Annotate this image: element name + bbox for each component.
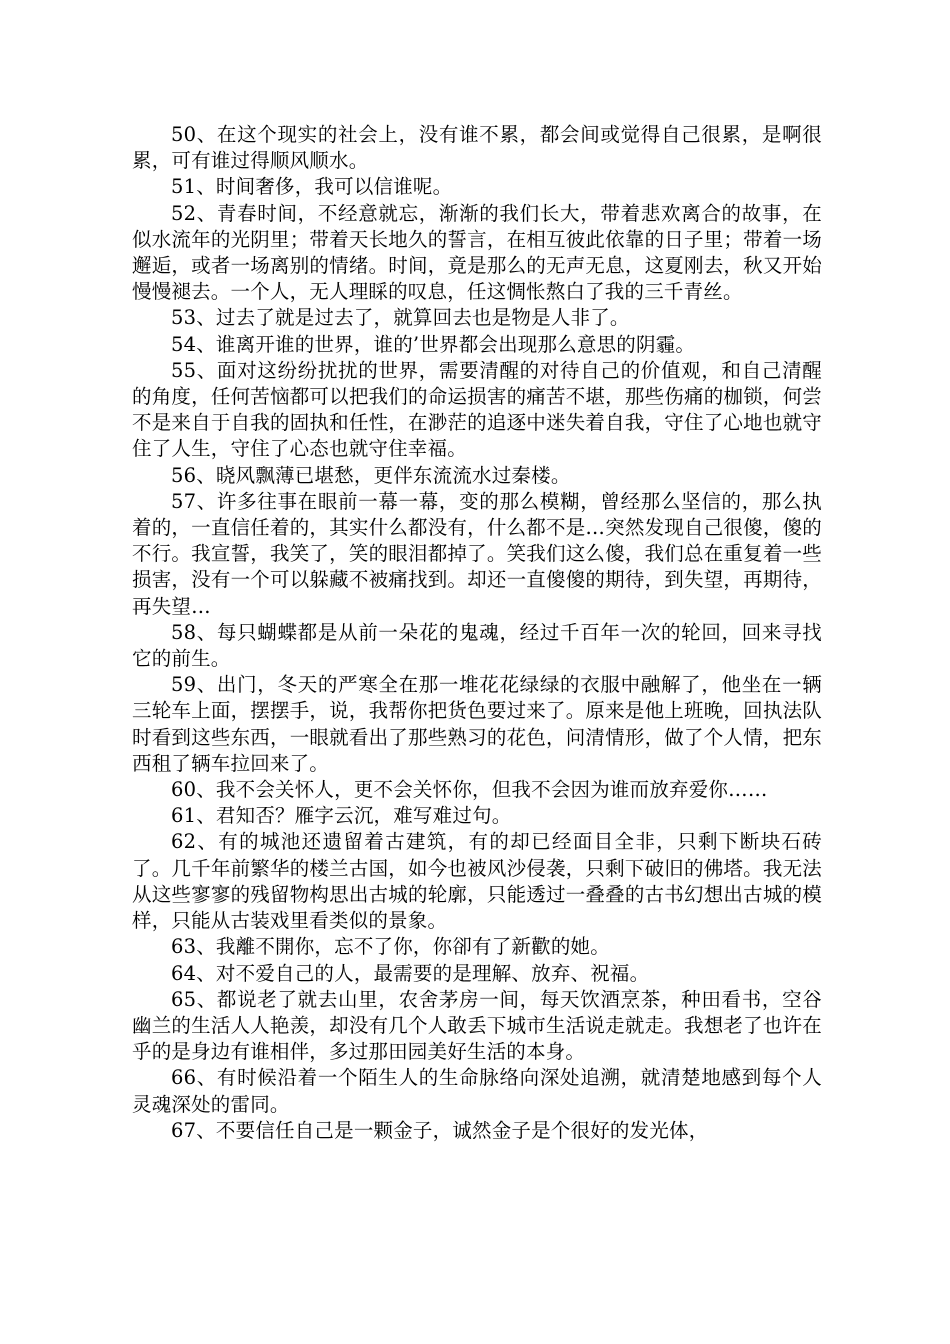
paragraph-52: 52、青春时间，不经意就忘，渐渐的我们长大，带着悲欢离合的故事，在似水流年的光阴里；带着天长地久的誓言，在相互彼此依靠的日子里；带着一场邂逅，或者一场离别的情绪。时间，竟是那么的无声无息，这夏刚去，秋又开始慢慢褪去。一个人，无人理睬的叹息，任这惆怅熬白了我的三千青丝。 (132, 201, 822, 304)
paragraph-54: 54、谁离开谁的世界，谁的’世界都会出现那么意思的阴霾。 (171, 332, 696, 356)
paragraph-51: 51、时间奢侈，我可以信谁呢。 (171, 175, 453, 199)
paragraph-62: 62、有的城池还遗留着古建筑，有的却已经面目全非，只剩下断块石砖了。几千年前繁华的楼兰古国，如今也被风沙侵袭，只剩下破旧的佛塔。我无法从这些寥寥的残留物构思出古城的轮廓，只能透过一叠叠的古书幻想出古城的模样，只能从古装戏里看类似的景象。 (132, 830, 822, 933)
document-page (132, 122, 822, 1144)
paragraph-61: 61、君知否？雁字云沉，难写难过句。 (171, 804, 512, 828)
paragraph-63: 63、我離不開你，忘不了你，你卻有了新歡的她。 (171, 935, 610, 959)
paragraph-65: 65、都说老了就去山里，农舍茅房一间，每天饮酒烹茶，种田看书，空谷幽兰的生活人人艳羡，却没有几个人敢丢下城市生活说走就走。我想老了也许在乎的是身边有谁相伴，多过那田园美好生活的本身。 (132, 987, 822, 1064)
paragraph-55: 55、面对这纷纷扰扰的世界，需要清醒的对待自己的价值观，和自己清醒的角度，任何苦恼都可以把我们的命运损害的痛苦不堪，那些伤痛的枷锁，何尝不是来自于自我的固执和任性，在渺茫的追逐中迷失着自我，守住了心地也就守住了人生，守住了心态也就守住幸福。 (132, 358, 822, 461)
paragraph-57: 57、许多往事在眼前一幕一幕，变的那么模糊，曾经那么坚信的，那么执着的，一直信任着的，其实什么都没有，什么都不是…突然发现自己很傻，傻的不行。我宣誓，我笑了，笑的眼泪都掉了。笑我们这么傻，我们总在重复着一些损害，没有一个可以躲藏不被痛找到。却还一直傻傻的期待，到失望，再期待，再失望… (132, 489, 822, 618)
paragraph-56: 56、晓风飘薄已堪愁，更伴东流流水过秦楼。 (171, 463, 571, 487)
paragraph-53: 53、过去了就是过去了，就算回去也是物是人非了。 (171, 306, 630, 330)
paragraph-60: 60、我不会关怀人，更不会关怀你，但我不会因为谁而放弃爱你…… (171, 778, 768, 802)
paragraph-58: 58、每只蝴蝶都是从前一朵花的鬼魂，经过千百年一次的轮回，回来寻找它的前生。 (132, 620, 822, 671)
paragraph-67: 67、不要信任自己是一颗金子，诚然金子是个很好的发光体， (171, 1118, 709, 1142)
paragraph-64: 64、对不爱自己的人，最需要的是理解、放弃、祝福。 (171, 961, 650, 985)
paragraph-50: 50、在这个现实的社会上，没有谁不累，都会间或觉得自己很累，是啊很累，可有谁过得顺风顺水。 (132, 123, 822, 173)
paragraph-59: 59、出门，冬天的严寒全在那一堆花花绿绿的衣服中融解了，他坐在一辆三轮车上面，摆摆手，说，我帮你把货色要过来了。原来是他上班晚，回执法队时看到这些东西，一眼就看出了那些熟习的花色，问清情形，做了个人情，把东西租了辆车拉回来了。 (132, 673, 822, 775)
paragraph-66: 66、有时候沿着一个陌生人的生命脉络向深处追溯，就清楚地感到每个人灵魂深处的雷同。 (132, 1066, 822, 1116)
